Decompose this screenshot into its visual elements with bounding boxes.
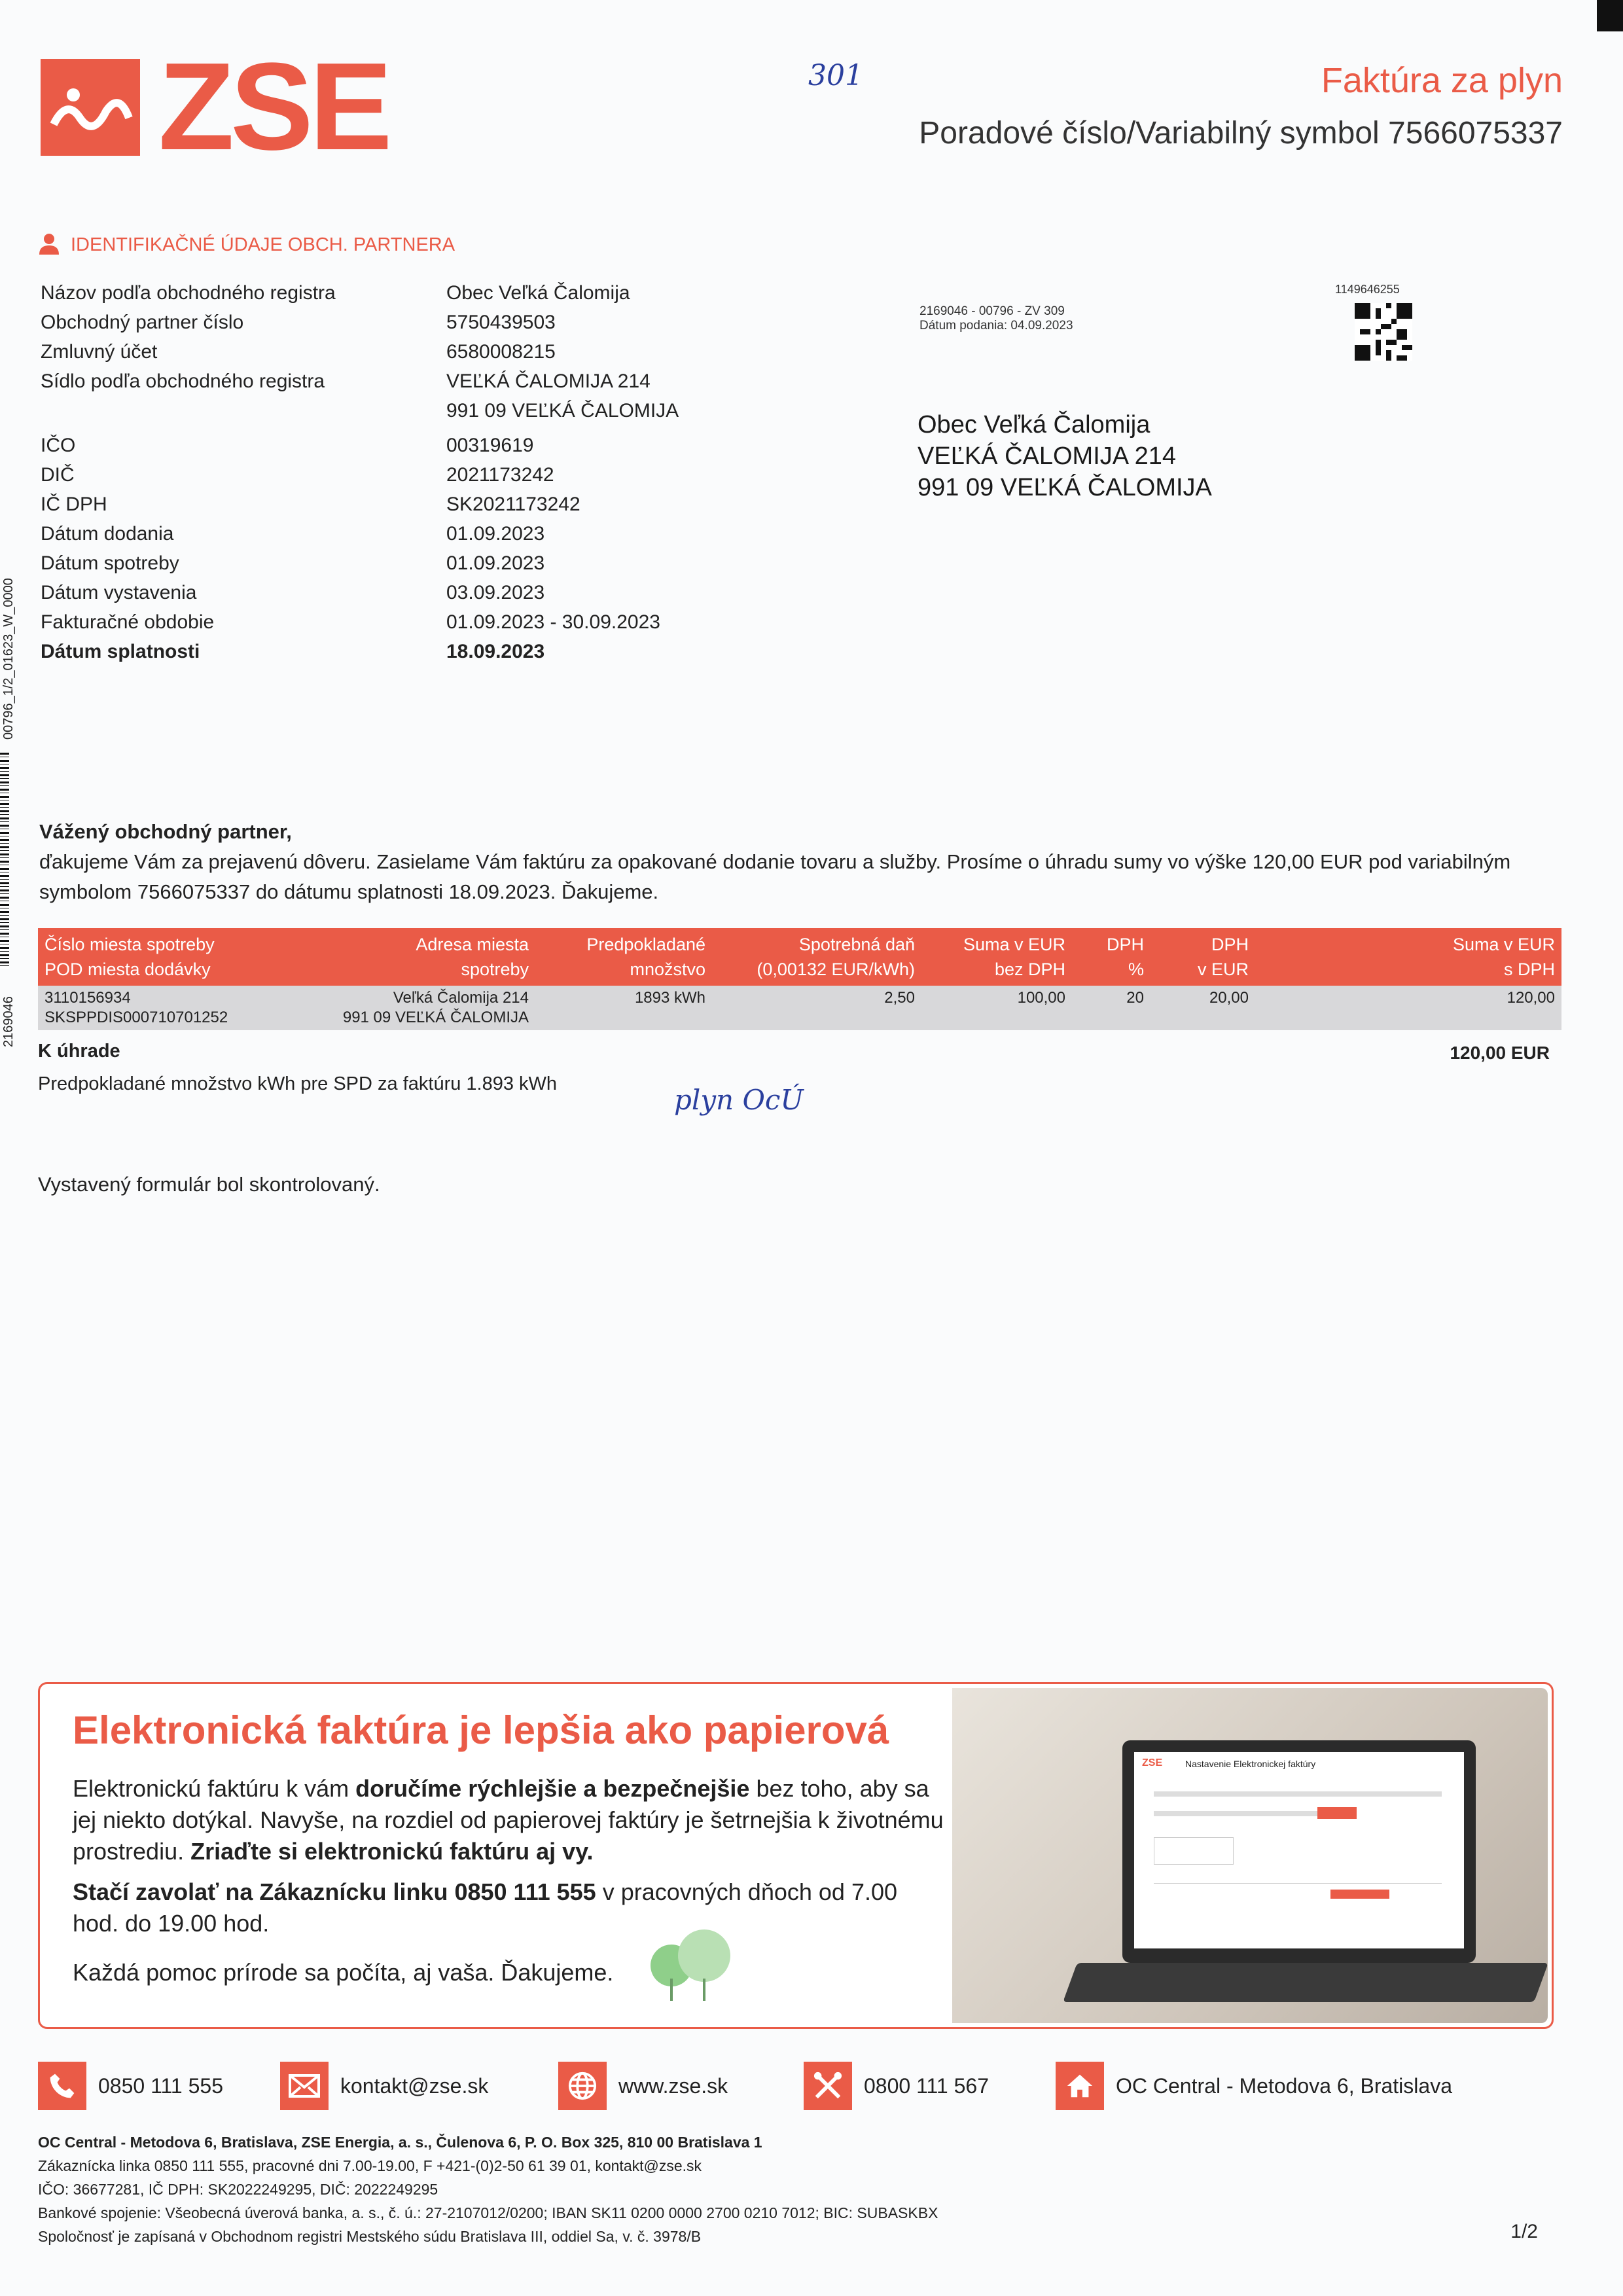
document-title: Faktúra za plyn (1321, 61, 1563, 100)
side-code (0, 543, 16, 740)
ident-value: 01.09.2023 (446, 552, 545, 574)
cell-vat-pct: 20 (1072, 986, 1150, 1030)
ident-label: Názov podľa obchodného registra (41, 282, 336, 304)
e-invoice-promo (38, 1682, 1554, 2029)
ident-label: Zmluvný účet (41, 341, 158, 363)
footer-line-2: Zákaznícka linka 0850 111 555, pracovné dni 7.00-19.00, F +421-(0)2-50 61 39 01, kontakt@zse.sk (38, 2157, 702, 2174)
logo-mark-icon (41, 59, 140, 156)
footer-line-4: Bankové spojenie: Všeobecná úverová banka, a. s., č. ú.: 27-2107012/0200; IBAN SK11 0200 0000 2700 0210 7012; BIC: SUBASKBX (38, 2204, 938, 2221)
ident-label: DIČ (41, 464, 75, 486)
ident-row (41, 637, 787, 666)
svg-text:plyn OcÚ: plyn OcÚ (674, 1084, 804, 1116)
ident-row (41, 396, 787, 425)
recipient-line-2: VEĽKÁ ČALOMIJA 214 (918, 442, 1176, 470)
ident-label: Dátum splatnosti (41, 641, 200, 662)
contact-fault-line[interactable] (804, 2062, 989, 2110)
document-subtitle: Poradové číslo/Variabilný symbol 7566075337 (919, 116, 1563, 151)
ident-value: VEĽKÁ ČALOMIJA 214 (446, 370, 651, 392)
promo-paragraph-3: Každá pomoc prírode sa počíta, aj vaša. Ďakujeme. (73, 1959, 614, 1986)
logo-text: ZSE (158, 37, 389, 176)
contact-fault-text: 0800 111 567 (864, 2073, 989, 2098)
registry-stamp (919, 304, 1073, 333)
contact-web[interactable] (558, 2062, 728, 2110)
mail-icon (280, 2062, 329, 2110)
qr-number: 1149646255 (1335, 283, 1400, 296)
col-vat: DPH v EUR (1150, 928, 1255, 986)
zse-logo (41, 37, 389, 176)
col-net: Suma v EUR bez DPH (921, 928, 1072, 986)
ident-label: IČO (41, 435, 76, 456)
greeting-block (39, 817, 1564, 907)
col-vat-pct: DPH % (1072, 928, 1150, 986)
handwritten-note (674, 1064, 831, 1142)
ident-value: 18.09.2023 (446, 641, 545, 662)
ident-value: 6580008215 (446, 341, 556, 363)
recipient-address (918, 409, 1212, 503)
laptop-screen (1122, 1740, 1476, 1963)
stamp-line-1: 2169046 - 00796 - ZV 309 (919, 304, 1065, 318)
cell-quantity: 1893 kWh (535, 986, 712, 1030)
ident-value: SK2021173242 (446, 493, 580, 515)
globe-icon (558, 2062, 607, 2110)
trees-icon (642, 1926, 747, 2005)
col-gross: Suma v EUR s DPH (1255, 928, 1561, 986)
greeting-body: ďakujeme Vám za prejavenú dôveru. Zasielame Vám faktúru za opakované dodanie tovaru a služby. Prosíme o úhradu sumy vo výške 120,00 EUR pod variabilným symbolom 7566075337 do dátumu splatnosti 18.09.2023. Ďakujeme. (39, 850, 1511, 903)
footer-line-3: IČO: 36677281, IČ DPH: SK2022249295, DIČ: 2022249295 (38, 2181, 438, 2198)
ident-row (41, 308, 787, 337)
cell-vat: 20,00 (1150, 986, 1255, 1030)
contact-phone[interactable] (38, 2062, 223, 2110)
side-code-2-text: 2169046 (1, 996, 16, 1047)
ident-value: 5750439503 (446, 312, 556, 333)
svg-text:301: 301 (808, 59, 863, 92)
cell-excise-tax: 2,50 (712, 986, 921, 1030)
table-row (38, 986, 1561, 1030)
tools-icon (804, 2062, 852, 2110)
cell-gross: 120,00 (1255, 986, 1561, 1030)
person-icon (38, 232, 60, 255)
contact-bar (38, 2062, 1563, 2114)
table-header-row (38, 928, 1561, 986)
page-number: 1/2 (1510, 2221, 1538, 2242)
promo-paragraph-1: Elektronickú faktúru k vám doručíme rýchlejšie a bezpečnejšie bez toho, aby sa jej niekto dotýkal. Navyše, na rozdiel od papierovej faktúry je šetrnejšia k životnému prostrediu. Zriaďte si elektronickú faktúru aj vy. (73, 1775, 944, 1865)
scan-corner-mark (1597, 0, 1623, 31)
contact-office-text: OC Central - Metodova 6, Bratislava (1116, 2073, 1452, 2098)
ident-value: 01.09.2023 (446, 523, 545, 545)
cell-pod: 3110156934 SKSPPDIS000710701252 (38, 986, 267, 1030)
laptop-photo (952, 1688, 1548, 2023)
promo-paragraph-2: Stačí zavolať na Zákaznícku linku 0850 111 555 v pracovných dňoch od 7.00 hod. do 19.00 hod. (73, 1878, 898, 1937)
ident-value: 03.09.2023 (446, 582, 545, 603)
recipient-line-1: Obec Veľká Čalomija (918, 411, 1150, 439)
ident-label: Obchodný partner číslo (41, 312, 244, 333)
screen-title: Nastavenie Elektronickej faktúry (1185, 1759, 1316, 1769)
ident-row (41, 607, 787, 637)
contact-office[interactable] (1056, 2062, 1452, 2110)
ident-label (41, 396, 446, 425)
col-pod: Číslo miesta spotreby POD miesta dodávky (38, 928, 267, 986)
ident-value: 00319619 (446, 435, 534, 456)
side-code-2 (0, 975, 16, 1047)
contact-email-text: kontakt@zse.sk (340, 2073, 489, 2098)
amount-due-label: K úhrade (38, 1041, 120, 1062)
ident-row (41, 431, 787, 460)
side-code-text: 00796_1/2_01623_W_0000 (1, 578, 16, 740)
qr-code-icon (1355, 303, 1412, 361)
quantity-note: Predpokladané množstvo kWh pre SPD za faktúru 1.893 kWh (38, 1073, 558, 1094)
laptop-base (1063, 1963, 1548, 2002)
cell-address: Veľká Čalomija 214 991 09 VEĽKÁ ČALOMIJA (267, 986, 535, 1030)
ident-row (41, 367, 787, 396)
ident-row (41, 337, 787, 367)
contact-email[interactable] (280, 2062, 488, 2110)
recipient-line-3: 991 09 VEĽKÁ ČALOMIJA (918, 474, 1212, 501)
col-address: Adresa miesta spotreby (267, 928, 535, 986)
contact-phone-text: 0850 111 555 (98, 2073, 223, 2098)
ident-label: Dátum vystavenia (41, 582, 197, 603)
checked-note: Vystavený formulár bol skontrolovaný. (38, 1173, 380, 1196)
ident-label: Dátum dodania (41, 523, 174, 545)
ident-row (41, 460, 787, 490)
stamp-line-2: Dátum podania: 04.09.2023 (919, 319, 1073, 332)
ident-row (41, 519, 787, 548)
ident-value: 991 09 VEĽKÁ ČALOMIJA (446, 400, 679, 422)
footer-line-1: OC Central - Metodova 6, Bratislava, ZSE Energia, a. s., Čulenova 6, P. O. Box 325, 810 00 Bratislava 1 (38, 2134, 762, 2151)
ident-label: IČ DPH (41, 493, 107, 515)
ident-row (41, 278, 787, 308)
cell-net: 100,00 (921, 986, 1072, 1030)
side-barcode (0, 753, 9, 969)
phone-icon (38, 2062, 86, 2110)
promo-title: Elektronická faktúra je lepšia ako papierová (73, 1708, 889, 1752)
col-excise-tax: Spotrebná daň (0,00132 EUR/kWh) (712, 928, 921, 986)
ident-value: 2021173242 (446, 464, 554, 486)
ident-label: Fakturačné obdobie (41, 611, 215, 633)
footer (38, 2130, 938, 2248)
invoice-items-table (38, 928, 1561, 1030)
contact-web-text: www.zse.sk (618, 2073, 728, 2098)
home-icon (1056, 2062, 1104, 2110)
ident-label: Dátum spotreby (41, 552, 179, 574)
handwritten-number (805, 52, 870, 98)
ident-value: Obec Veľká Čalomija (446, 282, 630, 304)
footer-line-5: Spoločnosť je zapísaná v Obchodnom registri Mestského súdu Bratislava III, oddiel Sa, v. č. 3978/B (38, 2228, 702, 2245)
ident-table (41, 278, 787, 666)
ident-row (41, 578, 787, 607)
ident-label: Sídlo podľa obchodného registra (41, 370, 325, 392)
ident-row (41, 490, 787, 519)
ident-value: 01.09.2023 - 30.09.2023 (446, 611, 660, 633)
col-quantity: Predpokladané množstvo (535, 928, 712, 986)
greeting-salutation: Vážený obchodný partner, (39, 820, 292, 843)
screen-brand: ZSE (1142, 1757, 1163, 1768)
ident-row (41, 548, 787, 578)
amount-due-value: 120,00 EUR (1450, 1043, 1550, 1063)
ident-section-title: IDENTIFIKAČNÉ ÚDAJE OBCH. PARTNERA (71, 234, 455, 255)
